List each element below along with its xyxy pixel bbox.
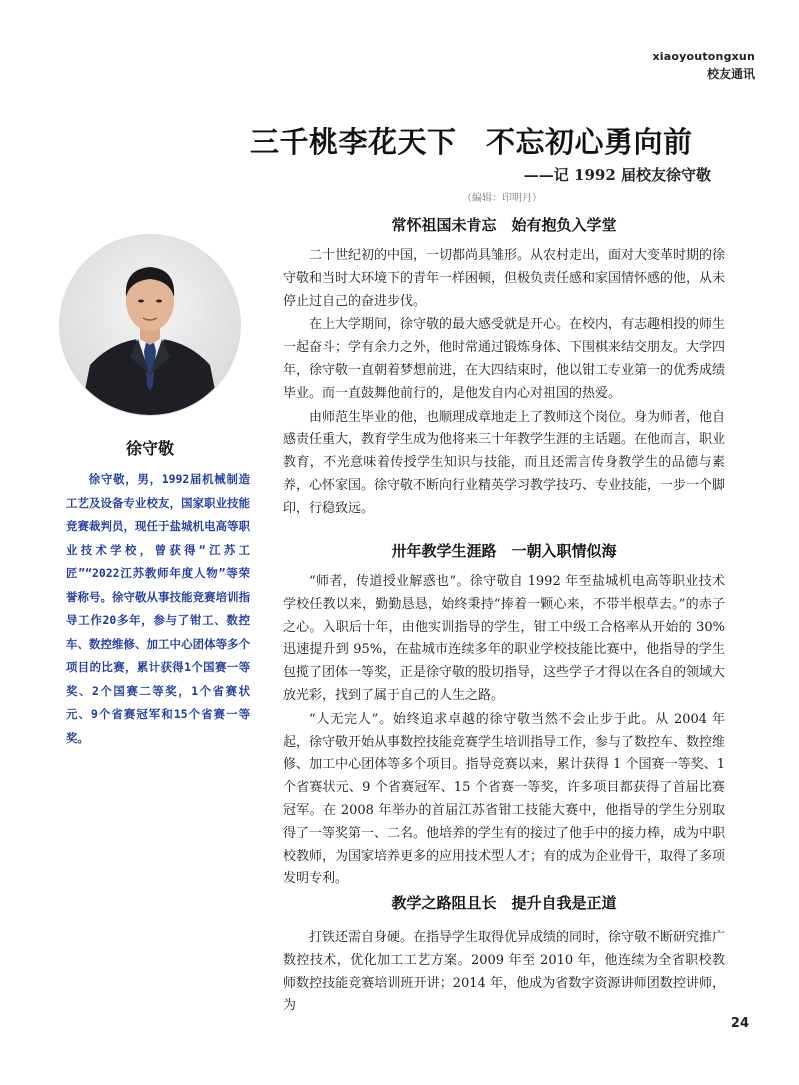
- section-1: [283, 214, 725, 522]
- masthead: [653, 50, 755, 82]
- section-heading: 常怀祖国未肯忘 始有抱负入学堂: [391, 216, 617, 234]
- section-heading: 教学之路阻且长 提升自我是正道: [391, 894, 617, 912]
- profile-bio: 徐守敬，男，1992届机械制造工艺及设备专业校友，国家职业技能竞赛裁判员，现任于盐城机电高等职业技术学校，曾获得“江苏工匠”“2022江苏教师年度人物”等荣誉称号。徐守敬从事技能竞赛培训指导工作20多年，参与了钳工、数控车、数控维修、加工中心团体等多个项目的比赛，累计获得1个国赛一等奖、2个国赛二等奖，1个省赛状元、9个省赛冠军和15个省赛一等奖。: [66, 472, 250, 745]
- section-2: [283, 540, 725, 892]
- paragraph: “师者，传道授业解惑也”。徐守敬自 1992 年至盐城机电高等职业技术学校任教以来，勤勤恳恳，始终秉持“捧着一颗心来，不带半根草去。”的赤子之心。入职后十年，由他实训指导的学生，钳工中级工合格率从开始的 30% 迅速提升到 95%，在盐城市连续多年的职业学校技能比赛中，他指导的学生包揽了团体一等奖，正是徐守敬的股切指导，这些学子才得以在各自的领域大放光彩，找到了属于自己的人生之路。: [283, 574, 726, 703]
- paragraph: 打铁还需自身硬。在指导学生取得优异成绩的同时，徐守敬不断研究推广数控技术，优化加工工艺方案。2009 年至 2010 年，他连续为全省职校教师数控技能竞赛培训班开讲；2014 年，他成为省数字资源讲师团数控讲师，为: [283, 930, 726, 1014]
- editor-credit: （编辑：印明月）: [462, 193, 542, 204]
- paragraph: 在上大学期间，徐守敬的最大感受就是开心。在校内，有志趣相投的师生一起奋斗；学有余力之外，他时常通过锻炼身体、下围棋来结交朋友。大学四年，徐守敬一直朝着梦想前进，在大四结束时，他以钳工专业第一的优秀成绩毕业。而一直鼓舞他前行的，是他发自内心对祖国的热爱。: [283, 317, 726, 401]
- profile-name: 徐守敬: [125, 439, 174, 458]
- section-3: [283, 892, 725, 1019]
- article-subtitle: ——记 1992 届校友徐守敬: [523, 166, 711, 184]
- page-number: 24: [730, 1016, 749, 1031]
- masthead-chinese: 校友通讯: [706, 67, 755, 81]
- paragraph: 二十世纪初的中国，一切都尚具雏形。从农村走出，面对大变革时期的徐守敬和当时大环境下的青年一样困顿，但极负责任感和家国情怀感的他，从未停止过自己的奋进步伐。: [283, 248, 726, 309]
- paragraph: “人无完人”。始终追求卓越的徐守敬当然不会止步于此。从 2004 年起，徐守敬开始从事数控技能竞赛学生培训指导工作，参与了数控车、数控维修、加工中心团体等多个项目。指导竞赛以来，累计获得 1 个国赛一等奖、1 个省赛状元、9 个省赛冠军、15 个省赛一等奖，许多项目都获得了首届比赛冠军。在 2008 年举办的首届江苏省钳工技能大赛中，他指导的学生分别取得了一等奖第一、二名。他培养的学生有的接过了他手中的接力棒，成为中职校教师，为国家培养更多的应用技术型人才；有的成为企业骨干，取得了多项发明专利。: [283, 711, 726, 887]
- paragraph: 由师范生毕业的他，也顺理成章地走上了教师这个岗位。身为师者，他自感责任重大，教育学生成为他将来三十年教学生涯的主话题。在他而言，职业教育，不光意味着传授学生知识与技能，而且还需言传身教学生的品德与素养，心怀家国。徐守敬不断向行业精英学习教学技巧、专业技能，一步一个脚印，行稳致远。: [283, 409, 726, 516]
- masthead-english: xiaoyoutongxun: [652, 50, 755, 63]
- portrait-photo: [60, 235, 240, 415]
- section-heading: 卅年教学生涯路 一朝入职情似海: [391, 542, 617, 560]
- article-title: 三千桃李花天下 不忘初心勇向前: [250, 125, 693, 159]
